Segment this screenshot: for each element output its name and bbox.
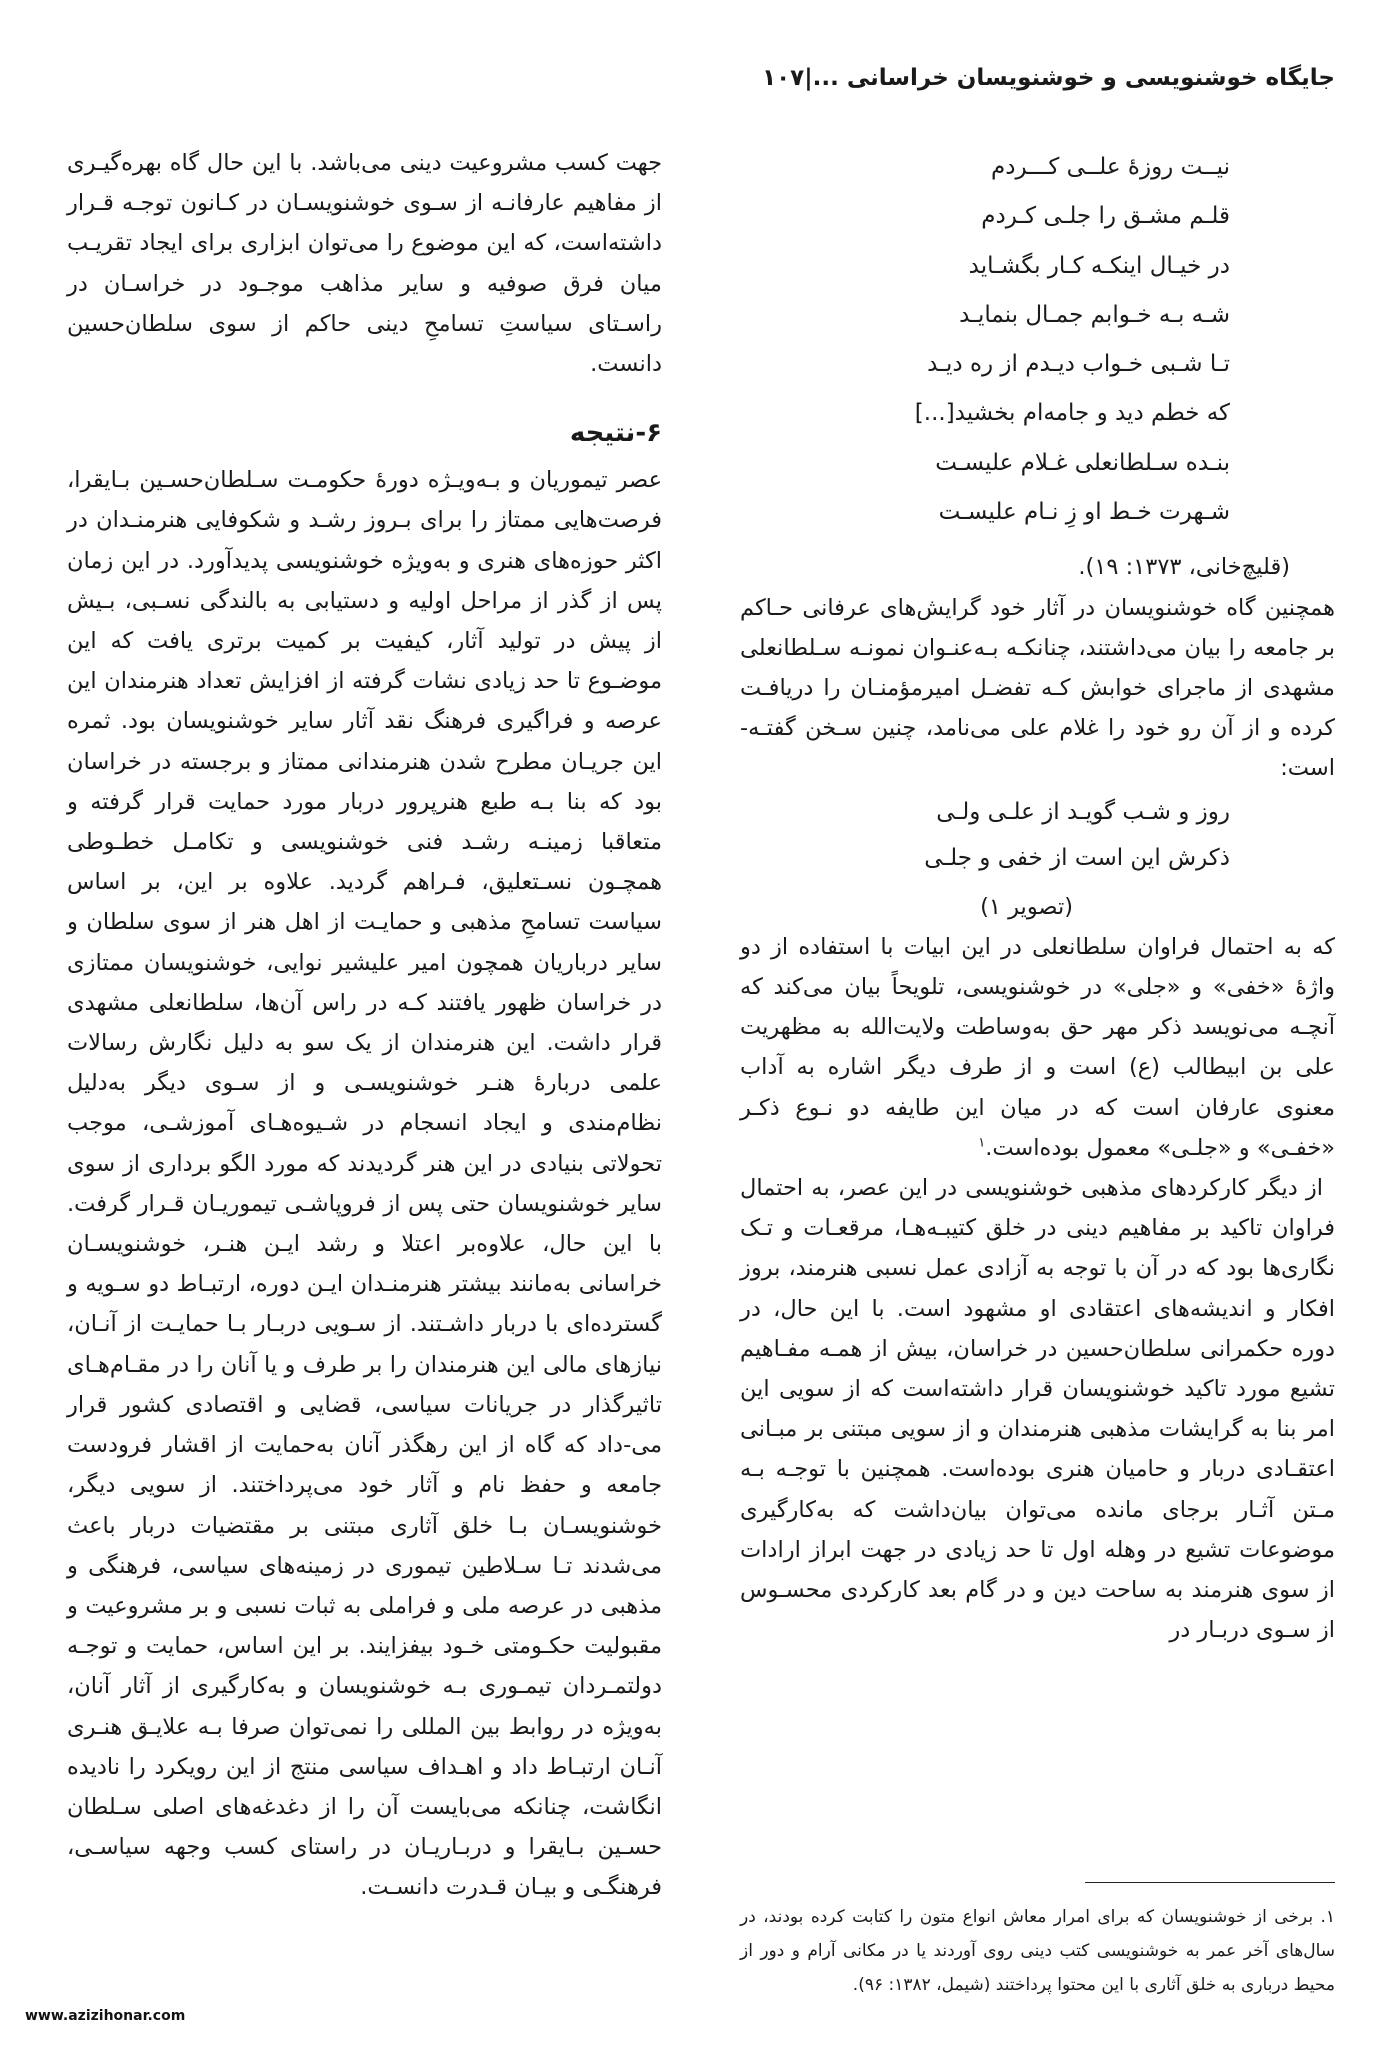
poem-verse: شـه بـه خـوابم جمـال بنمایـد <box>959 301 1230 328</box>
footnote <box>740 1900 1335 2002</box>
poem-verse: که خطم دید و جامه‌ام بخشید[...] <box>914 400 1230 427</box>
right-column <box>740 143 1335 1650</box>
poem-verse: قلـم مشـق را جلـی کـردم <box>981 203 1230 230</box>
body-paragraph: همچنین گاه خوشنویسان در آثار خود گرایش‌های عرفانی حـاکم بر جامعه را بیان می‌داشتند، چنانکـه بـه‌عنـوان نمونـه سـلطانعلی مشهدی از ماجرای خوابش کـه تفضـل امیرمؤمنـان را دریافـت کرده و از آن رو خود را غلام علی می‌نامد، چنین سـخن گفتـه-است: <box>740 594 1335 782</box>
left-column <box>67 143 662 1908</box>
footnote-marker: ۱. <box>1320 1907 1335 1927</box>
footnote-divider <box>1085 1882 1335 1883</box>
poem-block <box>820 143 1335 537</box>
poem-verse: در خیـال اینکـه کـار بگشـاید <box>968 252 1230 279</box>
poem-verse: بنـده سـلطانعلی غـلام علیسـت <box>935 449 1230 476</box>
footnote-reference[interactable]: ۱ <box>978 1135 986 1151</box>
body-paragraph: عصر تیموریان و بـه‌ویـژه دورهٔ حکومـت سـلطان‌حسـین بـایقرا، فرصت‌هایی ممتاز را برای بـروز رشـد و شکوفایی هنرمنـدان در اکثر حوزه‌های هنری و به‌ویژه خوشنویسی پدیدآورد. در این زمان پس از گذر از مراحل اولیه و دستیابی به بالندگی نسـبی، بـیش از پیش در تولید آثار، کیفیت بر کمیت برتری یافت که این موضـوع تا حد زیادی نشات گرفته از افزایش تعداد هنرمندان این عرصه و فراگیری فرهنگ نقد آثار سایر خوشنویسان بود. ثمره این جریـان مطرح شدن هنرمندانی ممتاز و برجسته در خراسان بود که بنا بـه طبع هنرپرور دربار مورد حمایت قرار گرفته و متعاقبا زمینـه رشـد فنی خوشنویسی و تکامـل خطـوطی همچـون نسـتعلیق، فـراهم گردید. علاوه بر این، بر اساس سیاست تسامحِ مذهبی و حمایـت از اهل هنر از سوی سلطان و سایر درباریان همچون امیر علیشیر نوایی، خوشنویسان ممتازی در خراسان ظهور یافتند کـه در راس آن‌ها، سلطانعلی مشهدی قرار داشت. این هنرمندان از یک سو به دلیل نگارش رسالات علمی دربارهٔ هنـر خوشنویسـی و از سـوی دیگر به‌دلیل نظام‌مندی و ایجاد انسجام در شـیوه‌هـای آموزشـی، موجب تحولاتی بنیادی در این هنر گردیدند که مورد الگو برداری از سوی سایر خوشنویسان حتی پس از فروپاشـی تیموریـان قـرار گرفت. با این حال، علاوه‌بر اعتلا و رشد ایـن هنـر، خوشنویسـان خراسانی به‌مانند بیشتر هنرمنـدان ایـن دوره، ارتبـاط دو سـویه و گسترده‌ای با دربار داشـتند. از سـویی دربـار بـا حمایـت از آنـان، نیازهای مالی این هنرمندان را بر طرف و یا آنان را در مقـام‌هـای تاثیرگذار در جریانات سیاسی، قضایی و اقتصادی کشور قرار می-داد که گاه از این رهگذر آنان به‌حمایت از اقشار فرودست جامعه و حفظ نام و آثار خود می‌پرداختند. از سویی دیگر، خوشنویسـان بـا خلق آثاری مبتنی بر مقتضیات دربار باعث می‌شدند تـا سـلاطین تیموری در زمینه‌های سیاسی، فرهنگی و مذهبی در عرصه ملی و فراملی به ثبات نسبی و بر مشروعیت و مقبولیت حکـومتی خـود بیفزایند. بر این اساس، حمایت و توجـه دولتمـردان تیمـوری بـه خوشنویسان و به‌کارگیری از آثار آنان، به‌ویژه در روابط بین المللی را نمی‌توان صرفا بـه علایـق هنـری آنـان ارتبـاط داد و اهـداف سیاسی منتج از این رویکرد را نادیده انگاشت، چنانکه می‌بایست آن را از دغدغه‌های اصلی سـلطان حسـین بـایقرا و دربـاریـان در راستای کسب وجهه سیاسـی، فرهنگـی و بیـان قـدرت دانسـت. <box>67 467 662 1901</box>
body-paragraph-with-footnote <box>740 927 1335 1168</box>
body-paragraph: از دیگر کارکردهای مذهبی خوشنویسی در این عصر، به احتمال فراوان تاکید بر مفاهیم دینی در خلق کتیبـه‌هـا، مرقعـات و تـک نگاری‌ها بود که در آن با توجه به آزادی عمل نسبی هنرمند، بروز افکار و اندیشه‌های اعتقادی او مشهود است. با این حال، در دوره حکمرانی سلطان‌حسین در خراسان، بیش از همـه مفـاهیم تشیع مورد تاکید خوشنویسان قرار داشته‌است که از سویی این امر بنا به گرایشات مذهبی هنرمندان و از سویی مبتنی بر مبـانی اعتقـادی دربار و حامیان هنری بوده‌است. همچنین با توجـه بـه مـتن آثـار برجای مانده می‌توان بیان‌داشت که به‌کارگیری موضوعات تشیع در وهله اول تا حد زیادی در جهت ابراز ارادات از سوی هنرمند به ساحت دین و در گام بعد کارکردی محسـوس از سـوی دربـار در <box>740 1175 1335 1644</box>
running-header-title: جایگاه خوشنویسی و خوشنویسان خراسانی ...|۱۰۷ <box>762 65 1335 91</box>
footnote-text: برخی از خوشنویسان که برای امرار معاش انواع متون را کتابت کرده بودند، در سال‌های آخر عمر به خوشنویسی کتب دینی روی آوردند یا در مکانی آرام و دور از محیط درباری به خلق آثاری با این محتوا پرداختند (شیمل، ۱۳۸۲: ۹۶). <box>740 1907 1335 1995</box>
body-paragraph-text: که به احتمال فراوان سلطانعلی در این ابیات با استفاده از دو واژهٔ «خفی» و «جلی» در خوشنویسی، تلویحاً بیان می‌کند که آنچـه می‌نویسد ذکر مهر حق به‌وساطت ولایت‌الله به مظهریت علی بن ابیطالب (ع) است و از طرف دیگر اشاره به آداب معنوی عارفان است که در میان این طایفه دو نـوع ذکـر «خفـی» و «جلـی» معمول بوده‌است. <box>740 933 1335 1161</box>
poem-verse: تـا شـبی خـواب دیـدم از ره دیـد <box>927 351 1230 378</box>
poem-citation: (قلیچ‌خانی، ۱۳۷۳: ۱۹). <box>1078 554 1290 581</box>
couplet-verse: روز و شـب گویـد از علـی ولـی <box>936 798 1230 825</box>
poem-verse: نیــت روزهٔ علــی کـــردم <box>990 154 1230 180</box>
footer-website-link[interactable]: www.azizihonar.com <box>25 2008 186 2024</box>
body-paragraph: جهت کسب مشروعیت دینی می‌باشد. با این حال گاه بهره‌گیـری از مفاهیم عارفانـه از سـوی خوشنویسـان در کـانون توجـه قـرار داشته‌است، که این موضوع را می‌توان ابزاری برای ایجاد تقریـب میان فرق صوفیه و سایر مذاهب موجـود در خراسـان در راسـتای سیاستِ تسامحِ دینی حاکم از سوی سلطان‌حسین دانست. <box>67 150 662 378</box>
couplet-block <box>820 789 1335 881</box>
couplet-verse: ذکرش این است از خفی و جلـی <box>924 844 1230 871</box>
poem-verse: شـهرت خـط او زِ نـام علیسـت <box>938 499 1230 526</box>
figure-caption: (تصویر ۱) <box>980 893 1073 920</box>
section-heading: ۶-نتیجه <box>569 418 662 449</box>
